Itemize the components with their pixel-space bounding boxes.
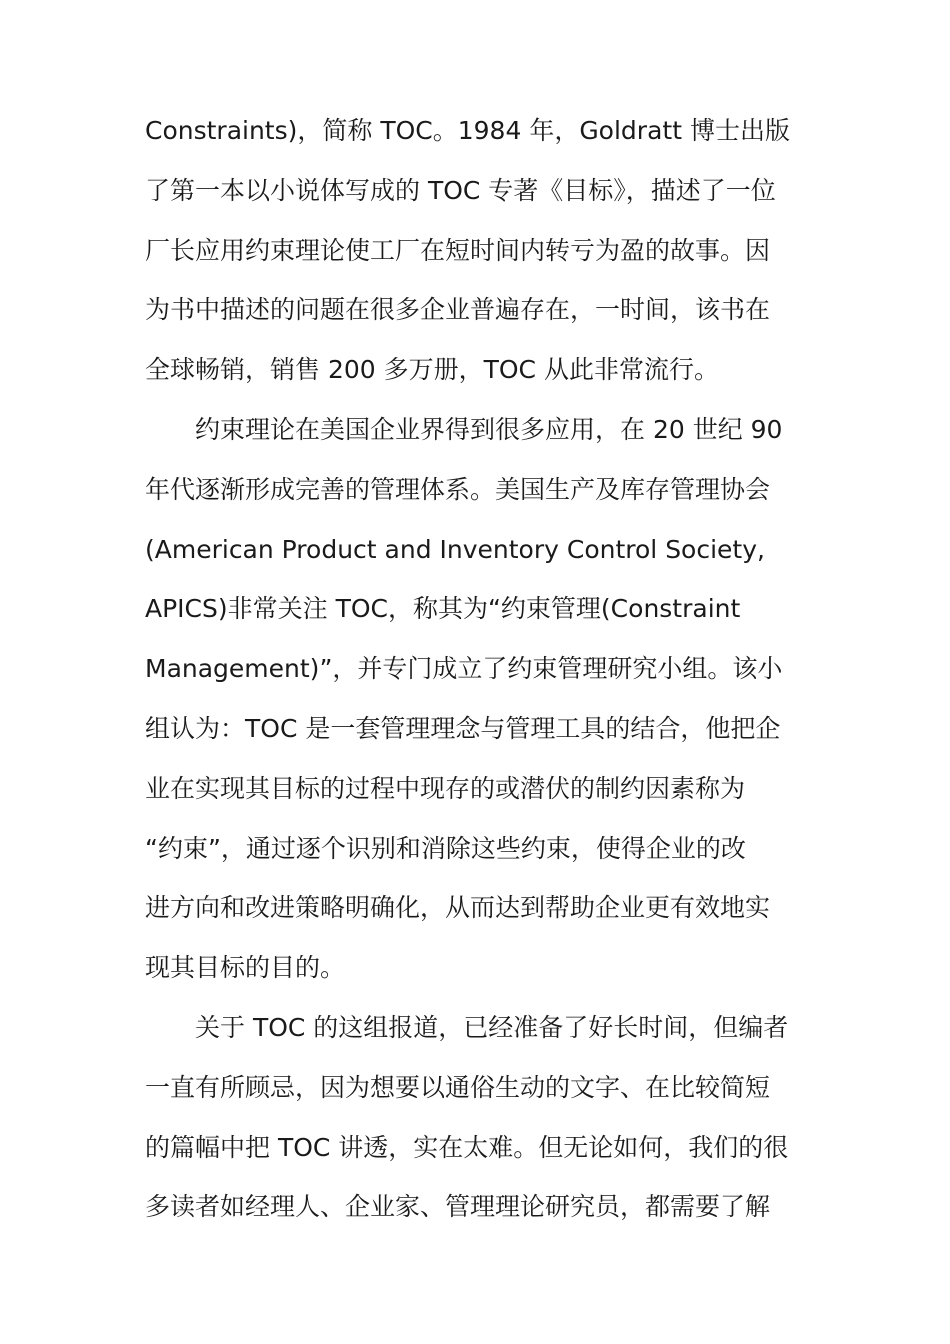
paragraph-3: [145, 998, 805, 1237]
text-line: 了第一本以小说体写成的 TOC 专著《目标》，描述了一位: [145, 175, 776, 205]
text-line: Management)”，并专门成立了约束管理研究小组。该小: [145, 654, 783, 684]
text-line: 的篇幅中把 TOC 讲透，实在太难。但无论如何，我们的很: [145, 1132, 789, 1162]
text-line: APICS)非常关注 TOC，称其为“约束管理(Constraint: [145, 594, 741, 624]
text-line: 多读者如经理人、企业家、管理理论研究员，都需要了解: [145, 1192, 771, 1222]
text-line: 约束理论在美国企业界得到很多应用，在 20 世纪 90: [195, 414, 783, 444]
text-line: 关于 TOC 的这组报道，已经准备了好长时间，但编者: [195, 1012, 789, 1042]
text-line: 进方向和改进策略明确化，从而达到帮助企业更有效地实: [145, 893, 771, 923]
text-line: 年代逐渐形成完善的管理体系。美国生产及库存管理协会: [145, 474, 771, 504]
text-line: 组认为：TOC 是一套管理理念与管理工具的结合，他把企: [145, 713, 781, 743]
text-line: 全球畅销，销售 200 多万册，TOC 从此非常流行。: [145, 355, 719, 385]
text-line: “约束”，通过逐个识别和消除这些约束，使得企业的改: [145, 833, 746, 863]
document-page: [145, 101, 805, 1237]
text-line: Constraints)，简称 TOC。1984 年，Goldratt 博士出版: [145, 116, 790, 145]
paragraph-1: [145, 101, 805, 400]
text-line: 业在实现其目标的过程中现存的或潜伏的制约因素称为: [145, 773, 746, 803]
paragraph-2: [145, 400, 805, 998]
text-line: (American Product and Inventory Control Society,: [145, 534, 765, 564]
text-line: 厂长应用约束理论使工厂在短时间内转亏为盈的故事。因: [145, 235, 771, 265]
text-line: 为书中描述的问题在很多企业普遍存在，一时间，该书在: [145, 295, 771, 325]
text-line: 现其目标的目的。: [145, 953, 346, 983]
text-line: 一直有所顾忌，因为想要以通俗生动的文字、在比较简短: [145, 1072, 771, 1102]
